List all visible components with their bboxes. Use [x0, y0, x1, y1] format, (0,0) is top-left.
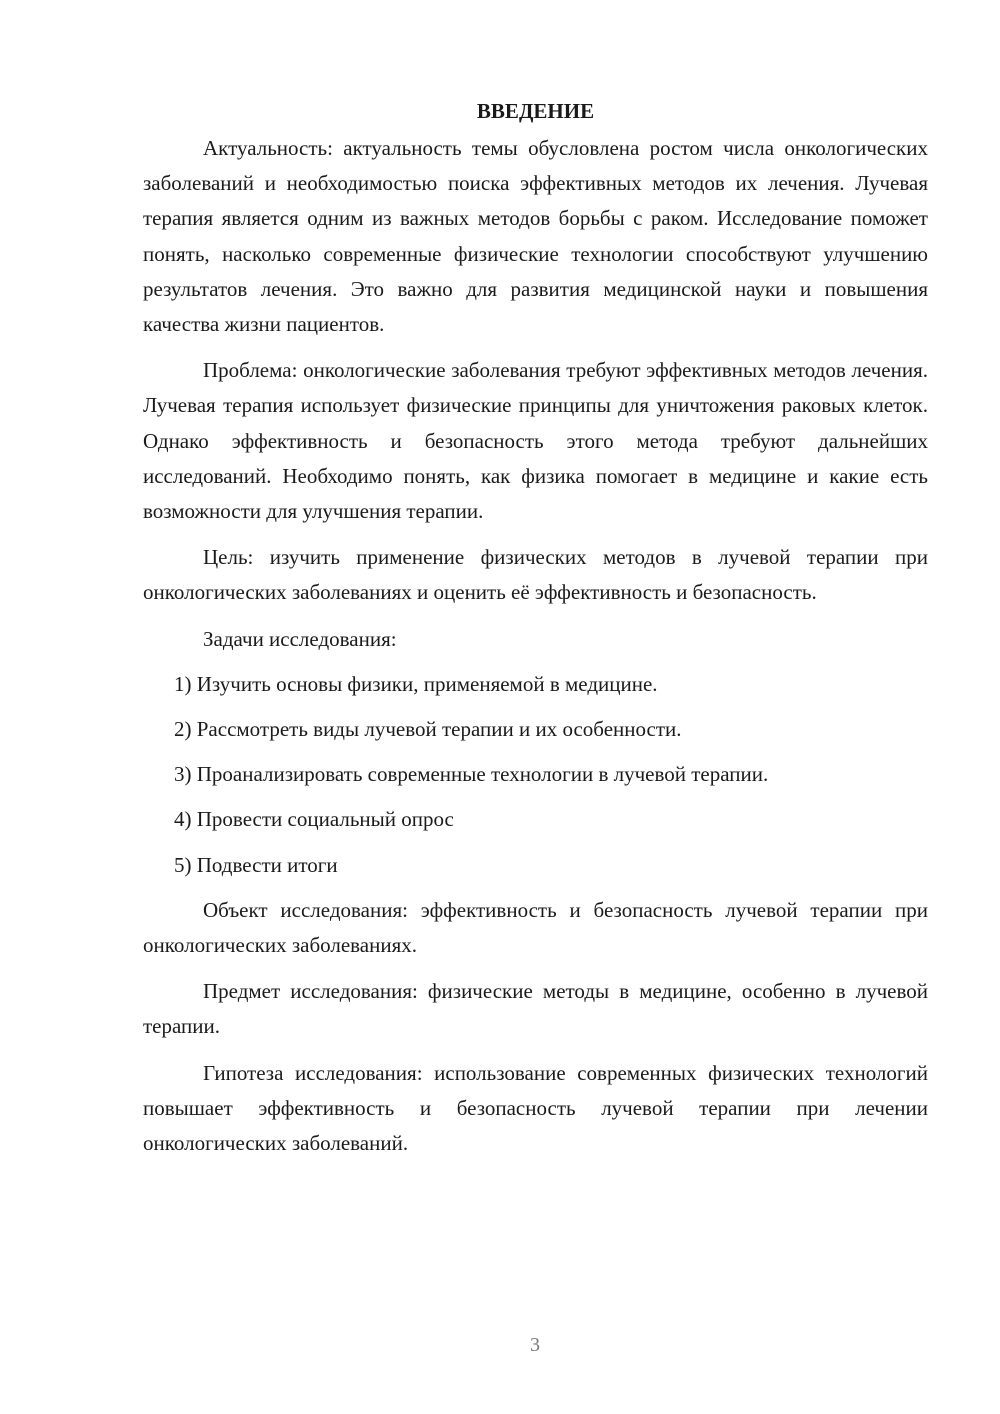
list-item: 5) Подвести итоги [174, 852, 338, 877]
page-number: 3 [530, 1334, 540, 1356]
list-item: 1) Изучить основы физики, применяемой в медицине. [174, 671, 658, 696]
list-item: 4) Провести социальный опрос [174, 807, 454, 832]
paragraph-goal: Цель: изучить применение физических методов в лучевой терапии при онкологических заболеваниях и оценить её эффективность и безопасность. [143, 545, 928, 605]
paragraph-subject: Предмет исследования: физические методы в медицине, особенно в лучевой терапии. [143, 979, 928, 1039]
paragraph-relevance: Актуальность: актуальность темы обусловлена ростом числа онкологических заболеваний и необходимостью поиска эффективных методов их лечения. Лучевая терапия является одним из важных методов борьбы с раком. Исследование поможет понять, насколько современные физические технологии способствуют улучшению результатов лечения. Это важно для развития медицинской науки и повышения качества жизни пациентов. [143, 136, 928, 337]
tasks-list [143, 667, 928, 883]
page-content [143, 96, 928, 1172]
page-title: ВВЕДЕНИЕ [476, 99, 595, 123]
list-item: 2) Рассмотреть виды лучевой терапии и их особенности. [174, 717, 682, 742]
paragraph-problem: Проблема: онкологические заболевания требуют эффективных методов лечения. Лучевая терапия использует физические принципы для уничтожения раковых клеток. Однако эффективность и безопасность этого метода требуют дальнейших исследований. Необходимо понять, как физика помогает в медицине и какие есть возможности для улучшения терапии. [143, 358, 928, 524]
list-item: 3) Проанализировать современные технологии в лучевой терапии. [174, 762, 769, 787]
paragraph-object: Объект исследования: эффективность и безопасность лучевой терапии при онкологических заболеваниях. [143, 897, 928, 958]
paragraph-hypothesis: Гипотеза исследования: использование современных физических технологий повышает эффективность и безопасность лучевой терапии при лечении онкологических заболеваний. [143, 1060, 928, 1156]
tasks-heading: Задачи исследования: [203, 626, 397, 651]
